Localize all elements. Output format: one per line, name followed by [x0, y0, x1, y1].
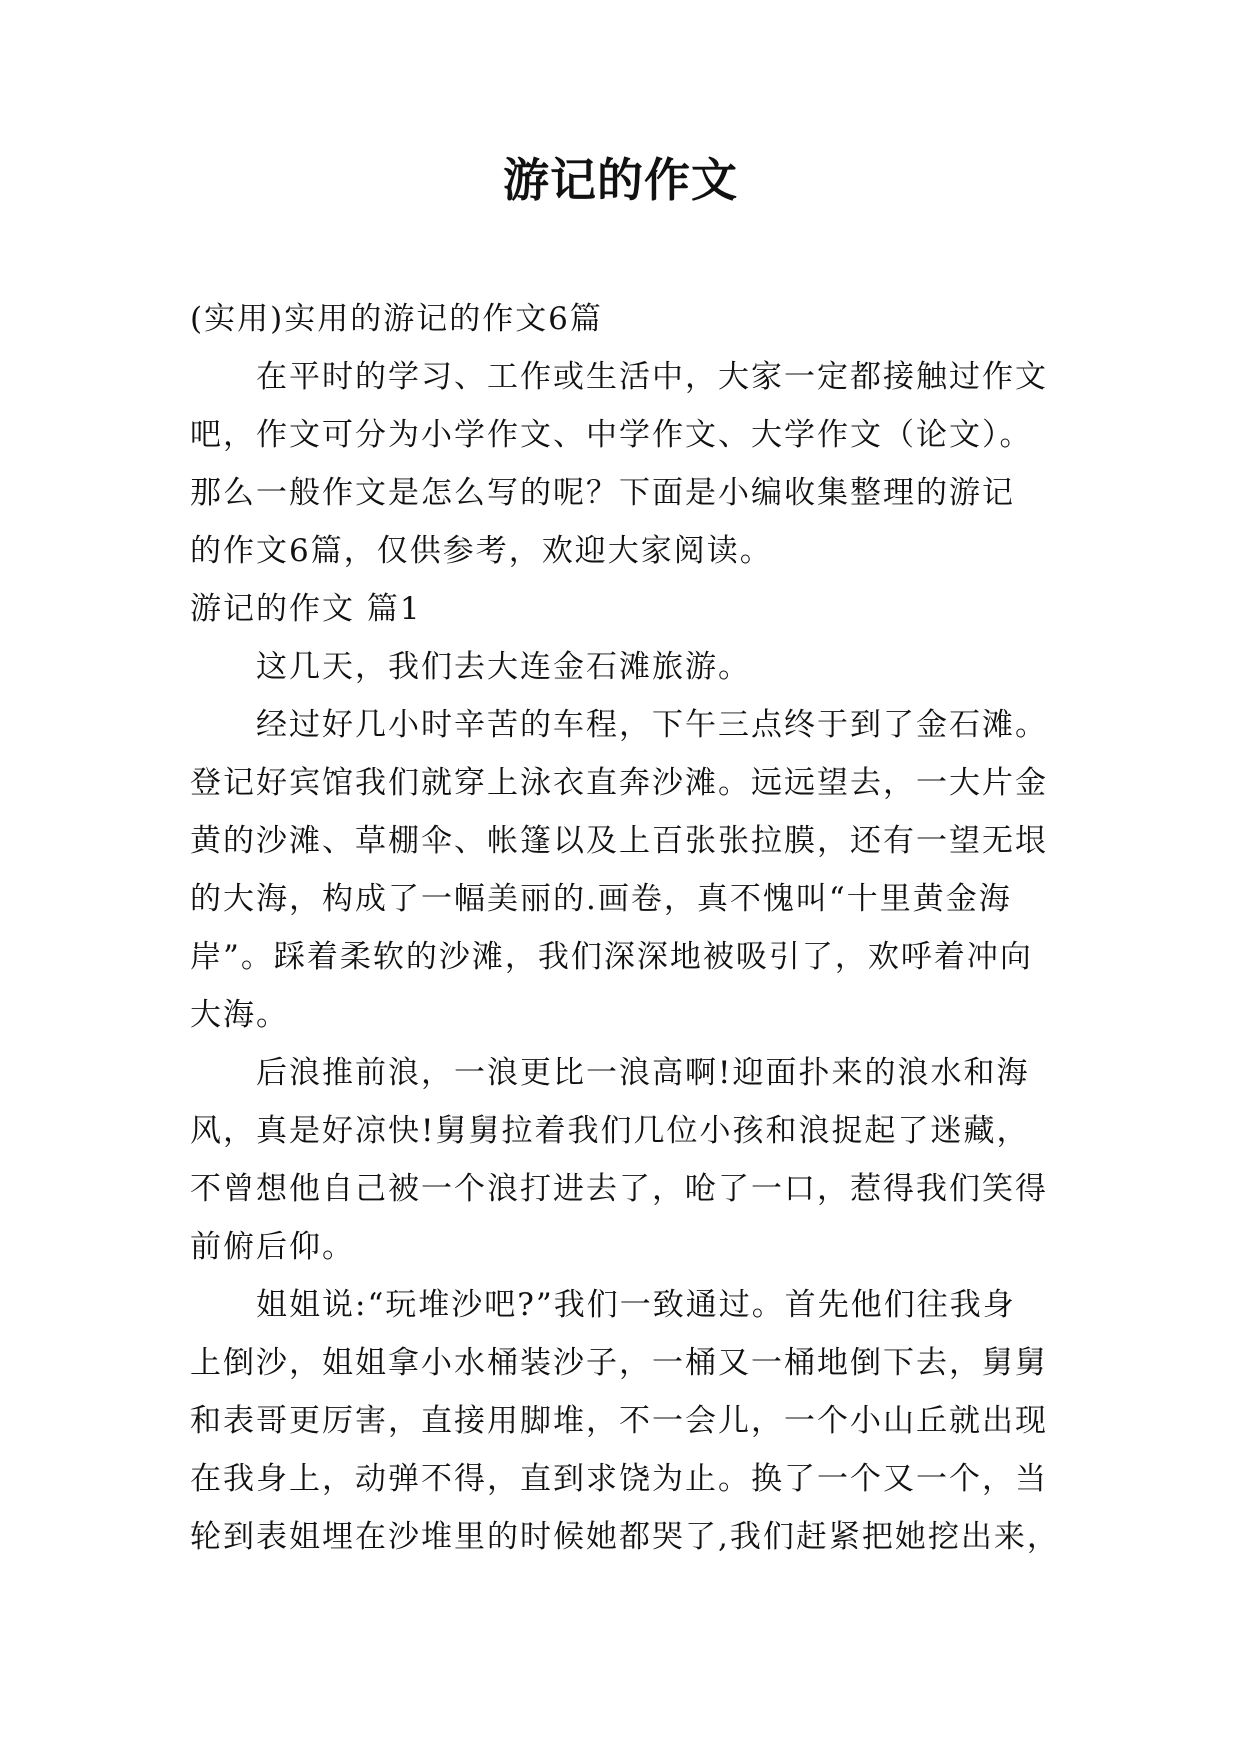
text-line: 风，真是好凉快!舅舅拉着我们几位小孩和浪捉起了迷藏，	[190, 1113, 1030, 1149]
text-line: 姐姐说:“玩堆沙吧?”我们一致通过。首先他们往我身	[256, 1287, 1016, 1323]
text-line: 的作文6篇，仅供参考，欢迎大家阅读。	[190, 533, 773, 569]
body-paragraph	[190, 696, 1070, 1044]
text-line: 黄的沙滩、草棚伞、帐篷以及上百张张拉膜，还有一望无垠	[190, 823, 1048, 859]
document-title: 游记的作文	[503, 153, 738, 207]
text-line: 岸”。踩着柔软的沙滩，我们深深地被吸引了，欢呼着冲向	[190, 939, 1033, 975]
text-line: 和表哥更厉害，直接用脚堆，不一会儿，一个小山丘就出现	[190, 1403, 1048, 1439]
subtitle: (实用)实用的游记的作文6篇	[190, 301, 603, 337]
text-line: 不曾想他自己被一个浪打进去了，呛了一口，惹得我们笑得	[190, 1171, 1048, 1207]
text-line: 大海。	[190, 997, 289, 1033]
text-line: 在平时的学习、工作或生活中，大家一定都接触过作文	[256, 359, 1048, 395]
body-paragraph	[190, 638, 1070, 696]
text-line: 轮到表姐埋在沙堆里的时候她都哭了,我们赶紧把她挖出来，	[190, 1519, 1060, 1555]
text-line: 吧，作文可分为小学作文、中学作文、大学作文（论文）。	[190, 417, 1033, 453]
text-line: 经过好几小时辛苦的车程，下午三点终于到了金石滩。	[256, 707, 1048, 743]
body-paragraph	[190, 1276, 1070, 1566]
section-heading: 游记的作文 篇1	[190, 591, 422, 627]
text-line: 上倒沙，姐姐拿小水桶装沙子，一桶又一桶地倒下去，舅舅	[190, 1345, 1048, 1381]
body-paragraph	[190, 1044, 1070, 1276]
text-line: 的大海，构成了一幅美丽的.画卷，真不愧叫“十里黄金海	[190, 881, 1012, 917]
text-line: 那么一般作文是怎么写的呢？下面是小编收集整理的游记	[190, 475, 1015, 511]
document-body	[190, 290, 1070, 1566]
text-line: 前俯后仰。	[190, 1229, 355, 1265]
text-line: 在我身上，动弹不得，直到求饶为止。换了一个又一个，当	[190, 1461, 1048, 1497]
text-line: 登记好宾馆我们就穿上泳衣直奔沙滩。远远望去，一大片金	[190, 765, 1048, 801]
text-line: 后浪推前浪，一浪更比一浪高啊!迎面扑来的浪水和海	[256, 1055, 1030, 1091]
text-line: 这几天，我们去大连金石滩旅游。	[256, 649, 751, 685]
intro-paragraph	[190, 348, 1070, 580]
